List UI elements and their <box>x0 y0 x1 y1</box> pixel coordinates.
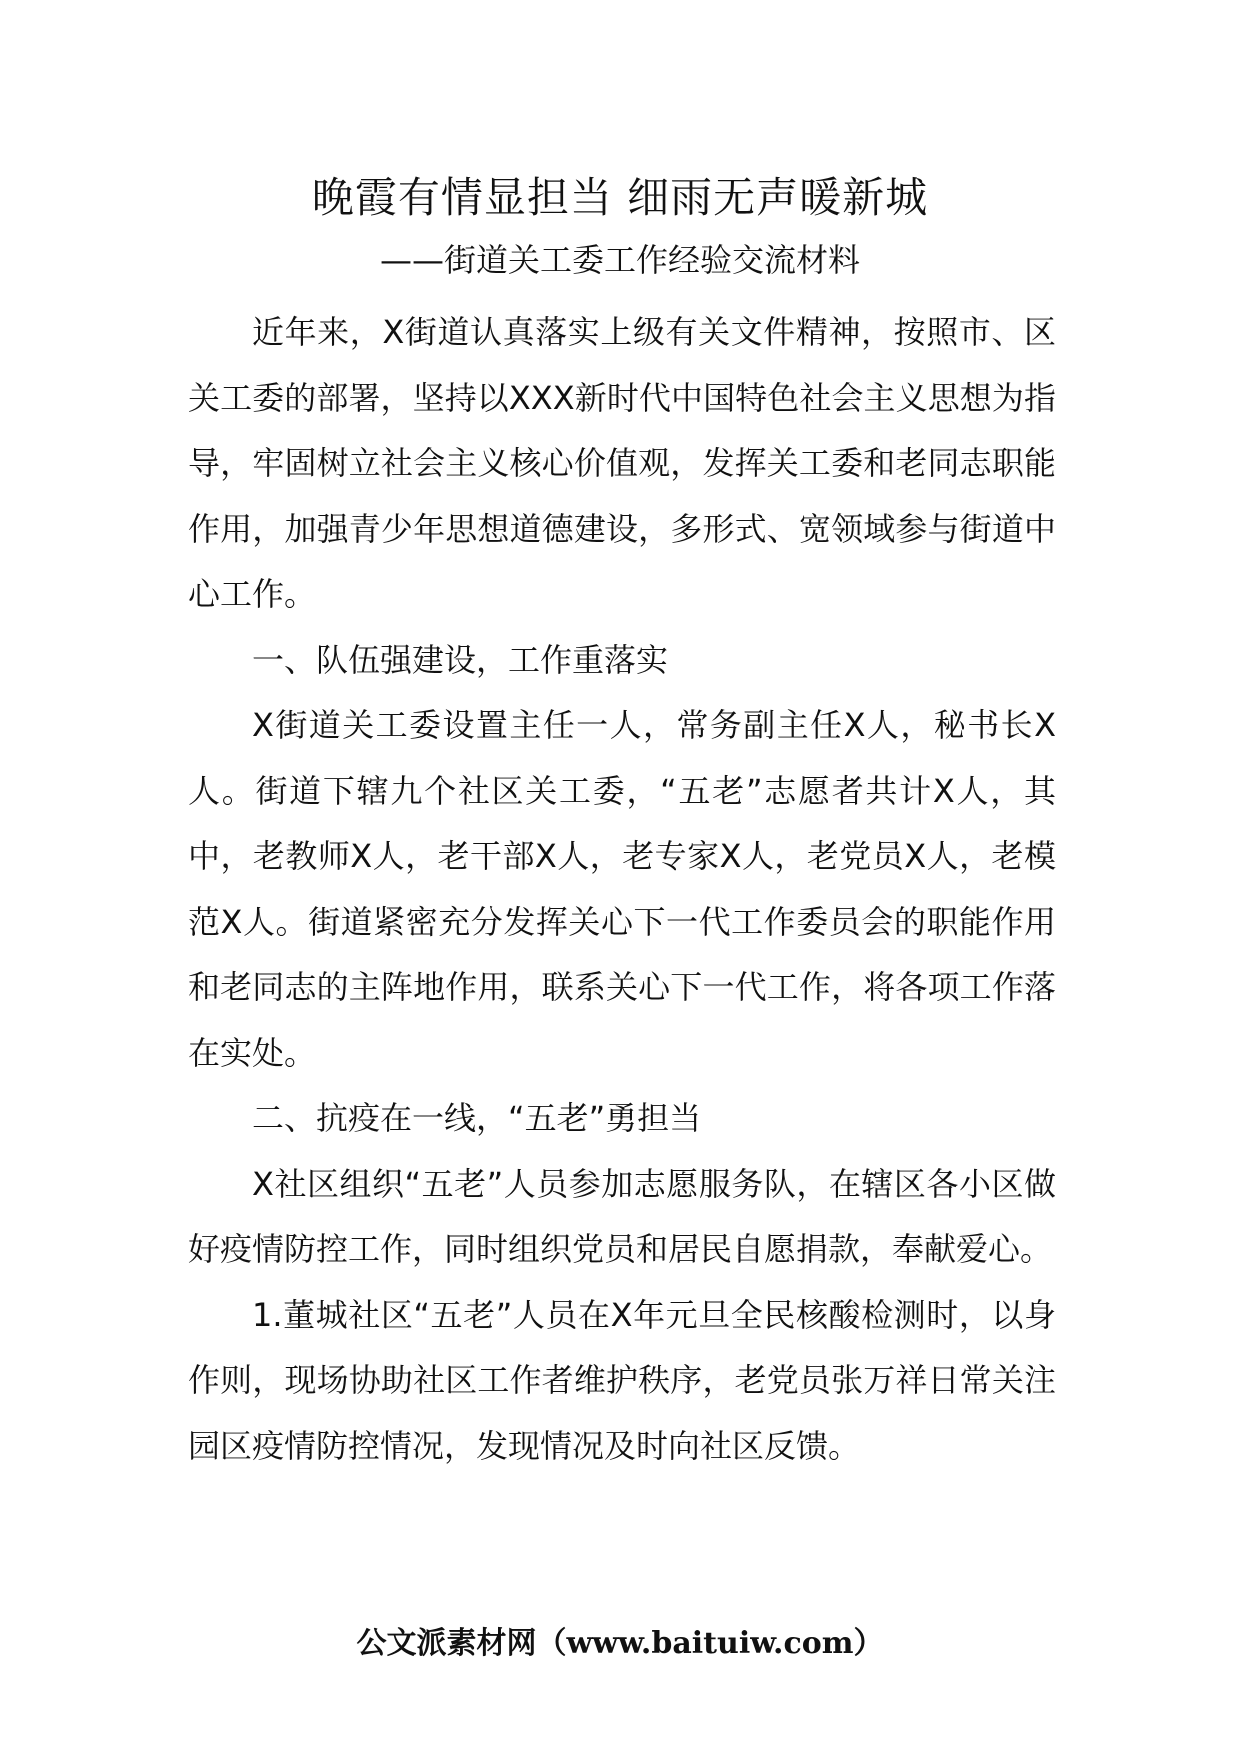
section-2-paragraph: X社区组织“五老”人员参加志愿服务队，在辖区各小区做好疫情防控工作，同时组织党员和居民自愿捐款，奉献爱心。 <box>188 1164 1056 1268</box>
document-body <box>188 300 1056 1479</box>
intro-paragraph: 近年来，X街道认真落实上级有关文件精神，按照市、区关工委的部署，坚持以XXX新时代中国特色社会主义思想为指导，牢固树立社会主义核心价值观，发挥关工委和老同志职能作用，加强青少年思想道德建设，多形式、宽领域参与街道中心工作。 <box>188 313 1056 613</box>
document-title: 晚霞有情显担当 细雨无声暖新城 <box>311 173 929 222</box>
section-heading-1: 一、队伍强建设，工作重落实 <box>252 640 669 679</box>
section-heading-2: 二、抗疫在一线，“五老”勇担当 <box>252 1099 702 1137</box>
document-subtitle: ——街道关工委工作经验交流材料 <box>379 241 860 279</box>
footer-watermark: 公文派素材网（www.baituiw.com） <box>356 1626 884 1661</box>
section-2-item-1: 1.董城社区“五老”人员在X年元旦全民核酸检测时，以身作则，现场协助社区工作者维护秩序，老党员张万祥日常关注园区疫情防控情况，发现情况及时向社区反馈。 <box>188 1295 1056 1465</box>
section-1-paragraph: X街道关工委设置主任一人，常务副主任X人，秘书长X人。街道下辖九个社区关工委，“五老”志愿者共计X人，其中，老教师X人，老干部X人，老专家X人，老党员X人，老模范X人。街道紧密充分发挥关心下一代工作委员会的职能作用和老同志的主阵地作用，联系关心下一代工作，将各项工作落在实处。 <box>188 706 1056 1072</box>
